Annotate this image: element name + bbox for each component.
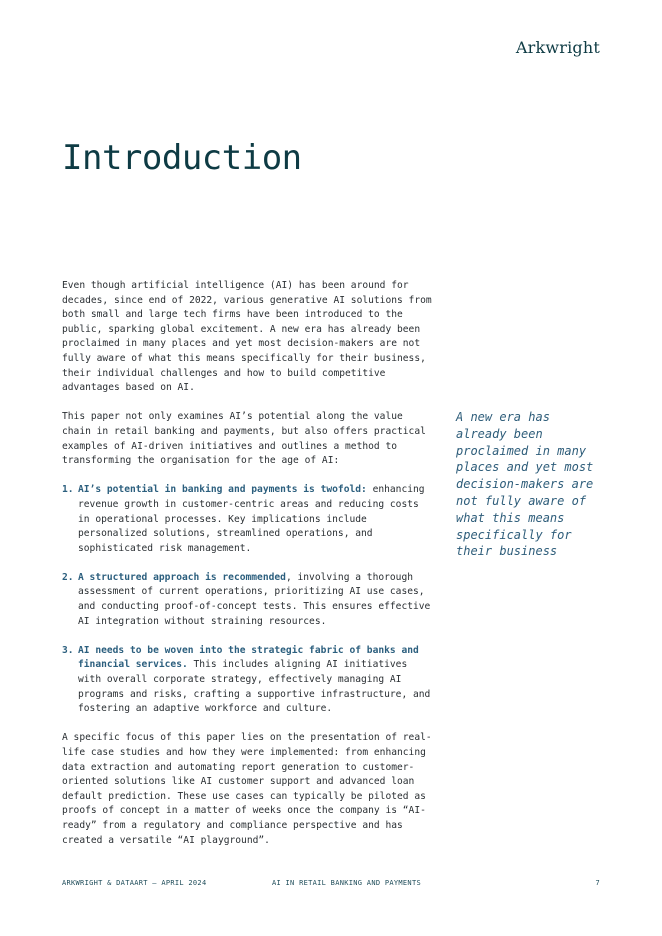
intro-paragraph-1: Even though artificial intelligence (AI) has been around for decades, since end of 2022, various generative AI solutions from both small and large tech firms have been introduced to the public, sparking global excitement. A new era has already been proclaimed in many places and yet most decision-makers are not fully aware of what this means specifically for their business, their individual challenges and how to build competitive advantages based on AI.: [62, 280, 432, 394]
company-logo: Arkwright: [515, 38, 600, 57]
list-item-text: enhancing revenue growth in customer-centric areas and reducing costs in operational processes. Key implications include personalized solutions, streamlined operations, and sophisticated risk management.: [78, 484, 425, 554]
main-text-column: [62, 279, 434, 863]
key-findings-list: [62, 483, 434, 717]
list-item-number: 1.: [62, 484, 74, 496]
list-item-text: This includes aligning AI initiatives with overall corporate strategy, effectively managing AI programs and risks, crafting a supportive infrastructure, and fostering an adaptive workforce and culture.: [78, 659, 431, 715]
list-item-number: 3.: [62, 644, 74, 656]
footer-report-title: AI IN RETAIL BANKING AND PAYMENTS: [272, 879, 421, 887]
list-item-text: , involving a thorough assessment of current operations, prioritizing AI use cases, and conducting proof-of-concept tests. This ensures effective AI integration without straining resources.: [78, 571, 431, 627]
list-item: [62, 644, 434, 717]
list-item-number: 2.: [62, 571, 74, 583]
intro-paragraph-2: This paper not only examines AI’s potential along the value chain in retail banking and payments, but also offers practical examples of AI-driven initiatives and outlines a method to transforming the organisation for the age of AI:: [62, 411, 426, 467]
list-item-lead: AI’s potential in banking and payments is twofold:: [78, 484, 367, 496]
list-item: [62, 571, 434, 629]
list-item-lead: A structured approach is recommended: [78, 571, 286, 583]
footer-publisher: ARKWRIGHT & DATAART – APRIL 2024: [62, 879, 207, 887]
list-item: [62, 483, 434, 556]
intro-paragraph-3: A specific focus of this paper lies on the presentation of real-life case studies and how they were implemented: from enhancing data extraction and automating report generation to customer-oriented solutions like AI customer support and advanced loan default prediction. These use cases can typically be piloted as proofs of concept in a matter of weeks once the company is “AI-ready” from a regulatory and compliance perspective and has created a versatile “AI playground”.: [62, 732, 432, 846]
pull-quote: A new era has already been proclaimed in many places and yet most decision-makers are not fully aware of what this means specifically for their business: [456, 410, 594, 559]
list-item-lead: AI needs to be woven into the strategic fabric of banks and financial services.: [78, 644, 419, 671]
page-number: 7: [595, 879, 600, 887]
page-title: Introduction: [62, 138, 302, 178]
